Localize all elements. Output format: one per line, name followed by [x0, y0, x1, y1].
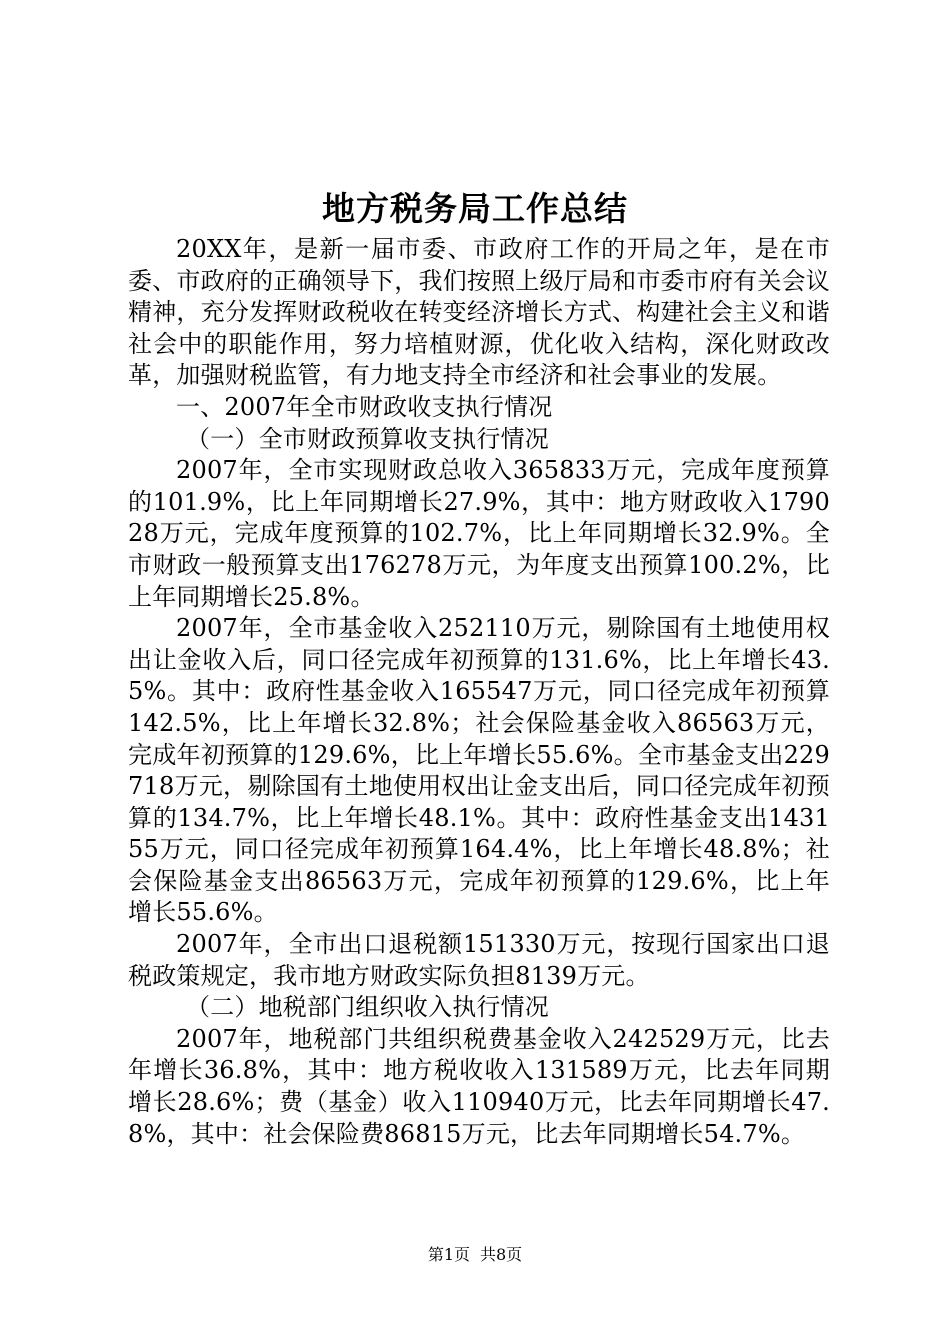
section-heading: 一、2007年全市财政收支执行情况	[176, 392, 553, 421]
body-paragraph: 2007年，地税部门共组织税费基金收入242529万元，比去年增长36.8%，其中：地方税收收入131589万元，比去年同期增长28.6%；费（基金）收入110940万元，比去年同期增长47.8%，其中：社会保险费86815万元，比去年同期增长54.7%。	[128, 1024, 830, 1148]
intro-paragraph: 20XX年，是新一届市委、市政府工作的开局之年，是在市委、市政府的正确领导下，我们按照上级厅局和市委市府有关会议精神，充分发挥财政税收在转变经济增长方式、构建社会主义和谐社会中的职能作用，努力培植财源，优化收入结构，深化财政改革，加强财税监管，有力地支持全市经济和社会事业的发展。	[128, 235, 830, 390]
page-footer	[0, 1243, 950, 1267]
body-paragraph: 2007年，全市实现财政总收入365833万元，完成年度预算的101.9%，比上年同期增长27.9%，其中：地方财政收入179028万元，完成年度预算的102.7%，比上年同期增长32.9%。全市财政一般预算支出176278万元，为年度支出预算100.2%，比上年同期增长25.8%。	[128, 456, 830, 611]
subsection-heading: （二）地税部门组织收入执行情况	[186, 993, 549, 1022]
subsection-heading: （一）全市财政预算收支执行情况	[186, 424, 549, 453]
body-paragraph: 2007年，全市出口退税额151330万元，按现行国家出口退税政策规定，我市地方财政实际负担8139万元。	[128, 930, 830, 990]
document-body	[128, 234, 830, 1150]
page-total: 共8页	[480, 1245, 523, 1264]
page-number: 第1页	[427, 1245, 470, 1264]
document-title: 地方税务局工作总结	[322, 189, 628, 228]
body-paragraph: 2007年，全市基金收入252110万元，剔除国有土地使用权出让金收入后，同口径完成年初预算的131.6%，比上年增长43.5%。其中：政府性基金收入165547万元，同口径完成年初预算142.5%，比上年增长32.8%；社会保险基金收入86563万元，完成年初预算的129.6%，比上年增长55.6%。全市基金支出229718万元，剔除国有土地使用权出让金支出后，同口径完成年初预算的134.7%，比上年增长48.1%。其中：政府性基金支出143155万元，同口径完成年初预算164.4%，比上年增长48.8%；社会保险基金支出86563万元，完成年初预算的129.6%，比上年增长55.6%。	[128, 614, 830, 927]
